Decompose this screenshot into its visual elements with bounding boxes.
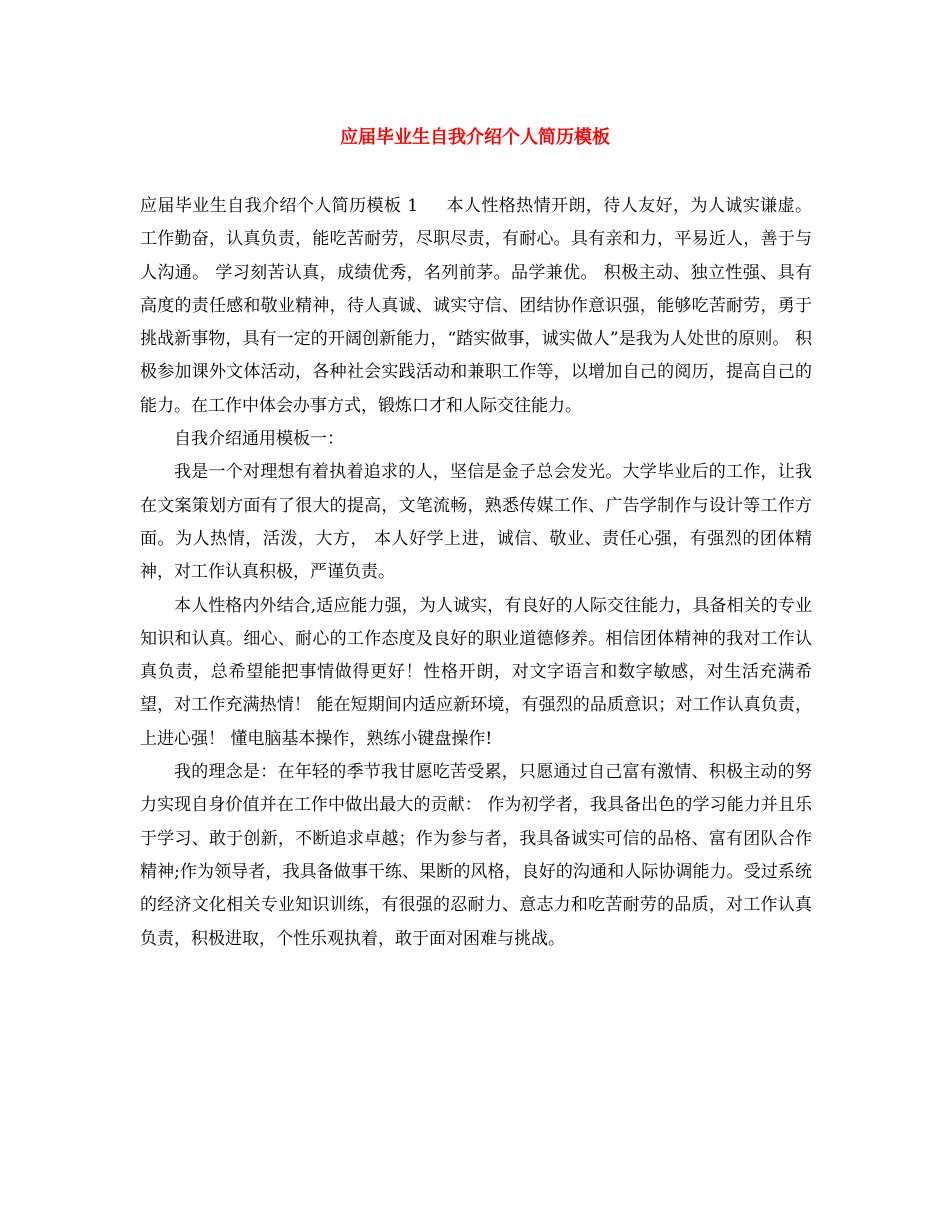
paragraph-2: 本人性格内外结合,适应能力强，为人诚实，有良好的人际交往能力，具备相关的专业知识和认真。细心、耐心的工作态度及良好的职业道德修养。相信团体精神的我对工作认真负责，总希望能把事情做得更好！性格开朗，对文字语言和数字敏感，对生活充满希望，对工作充满热情！ 能在短期间内适应新环境，有强烈的品质意识；对工作认真负责，上进心强！ 懂电脑基本操作，熟练小键盘操作! <box>140 595 812 749</box>
paragraph-3: 我的理念是：在年轻的季节我甘愿吃苦受累，只愿通过自己富有激情、积极主动的努力实现自身价值并在工作中做出最大的贡献： 作为初学者，我具备出色的学习能力并且乐于学习、敢于创新，不断追求卓越；作为参与者，我具备诚实可信的品格、富有团队合作精神;作为领导者，我具备做事干练、果断的风格，良好的沟通和人际协调能力。受过系统的经济文化相关专业知识训练，有很强的忍耐力、意志力和吃苦耐劳的品质，对工作认真负责，积极进取，个性乐观执着，敢于面对困难与挑战。 <box>140 762 812 949</box>
document-body <box>140 190 812 956</box>
intro-heading: 应届毕业生自我介绍个人简历模板 1 <box>140 196 419 216</box>
intro-paragraph <box>140 190 812 423</box>
paragraph-1: 我是一个对理想有着执着追求的人，坚信是金子总会发光。大学毕业后的工作，让我在文案策划方面有了很大的提高，文笔流畅，熟悉传媒工作、广告学制作与设计等工作方面。为人热情，活泼，大方， 本人好学上进，诚信、敬业、责任心强，有强烈的团体精神，对工作认真积极，严谨负责。 <box>140 462 812 583</box>
paragraph-template-heading: 自我介绍通用模板一： <box>174 429 344 450</box>
page-title: 应届毕业生自我介绍个人简历模板 <box>340 127 610 148</box>
intro-text: 本人性格热情开朗，待人友好，为人诚实谦虚。工作勤奋，认真负责，能吃苦耐劳，尽职尽责，有耐心。具有亲和力，平易近人，善于与人沟通。 学习刻苦认真，成绩优秀，名列前茅。品学兼优。 积极主动、独立性强、具有高度的责任感和敬业精神，待人真诚、诚实守信、团结协作意识强，能够吃苦耐劳，勇于挑战新事物，具有一定的开阔创新能力，“踏实做事，诚实做人”是我为人处世的原则。 积极参加课外文体活动，各种社会实践活动和兼职工作等，以增加自己的阅历，提高自己的能力。在工作中体会办事方式，锻炼口才和人际交往能力。 <box>140 196 812 416</box>
